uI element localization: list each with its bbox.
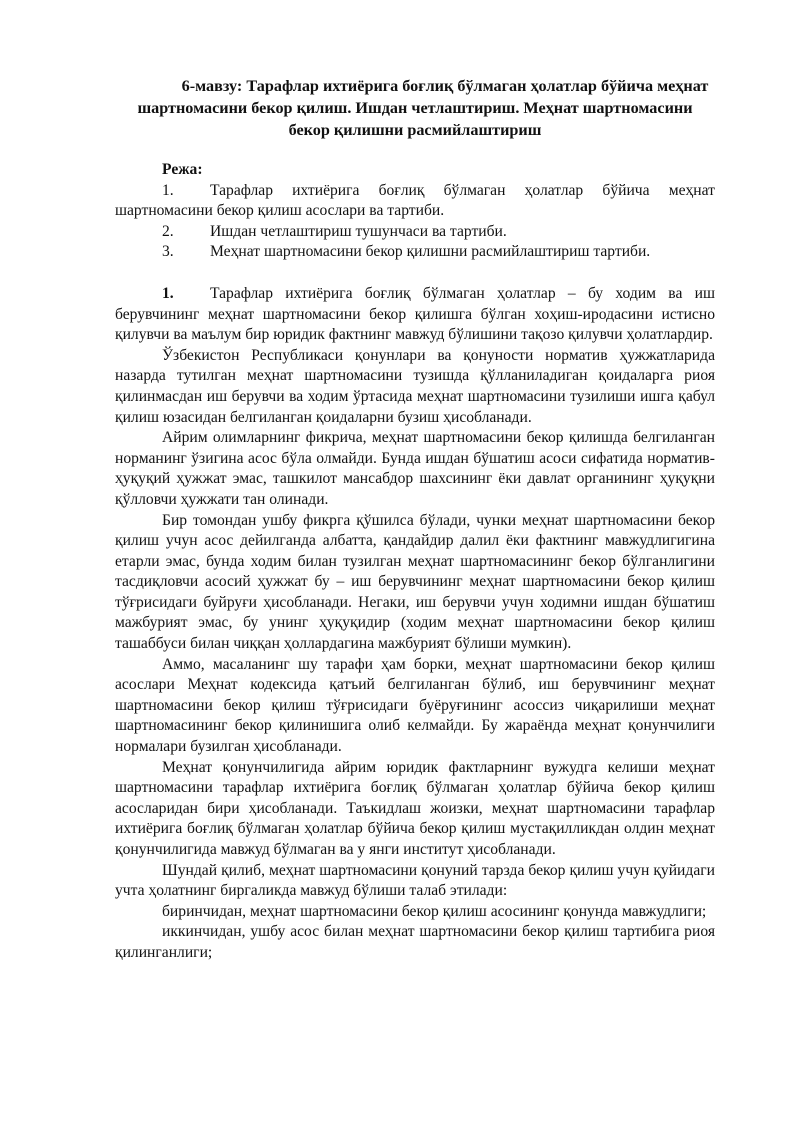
plan-item <box>115 181 715 222</box>
body-paragraph: Меҳнат қонунчилигида айрим юридик фактларнинг вужудга келиши меҳнат шартномасини тарафлар ихтиёрига боғлиқ бўлмаган ҳолатлар бўйича бекор қилиш асосларидан бири ҳисобланади. Таъкидлаш жоизки, меҳнат шартномасини тарафлар ихтиёрига боғлиқ бўлмаган ҳолатлар бўйича бекор қилиш мустақилликдан олдин меҳнат қонунчилигида мавжуд бўлмаган ва у янги институт ҳисобланади. <box>115 758 715 858</box>
body-paragraph: Аммо, масаланинг шу тарафи ҳам борки, меҳнат шартномасини бекор қилиш асослари Меҳнат кодексида қатъий белгиланган бўлиб, иш берувчининг меҳнат шартномасини бекор қилиш тўғрисидаги буёруғининг асоссиз чиқарилиши меҳнат шартномасининг бекор қилинишига олиб келмайди. Бу жараёнда меҳнат қонунчилиги нормалари бузилган ҳисобланади. <box>115 655 715 756</box>
body-paragraph: Айрим олимларнинг фикрича, меҳнат шартномасини бекор қилишда белгиланган норманинг ўзигина асос бўла олмайди. Бунда ишдан бўшатиш асоси сифатида норматив-ҳуқуқий ҳужжат эмас, ташкилот мансабдор шахсининг ёки давлат органининг ҳуқуқни қўлловчи ҳужжати тан олинади. <box>115 429 715 508</box>
plan-item-text: Меҳнат шартномасини бекор қилишни расмийлаштириш тартиби. <box>210 243 651 261</box>
title-line-3: бекор қилишни расмийлаштириш <box>288 121 542 139</box>
section-number: 1. <box>162 284 174 302</box>
body-paragraph: Шундай қилиб, меҳнат шартномасини қонуний тарзда бекор қилиш учун қуйидаги учта ҳолатнинг биргаликда мавжуд бўлиши талаб этилади: <box>115 861 715 900</box>
plan-item <box>115 242 715 263</box>
body-paragraph: Бир томондан ушбу фикрга қўшилса бўлади, чунки меҳнат шартномасини бекор қилиш учун асос дейилганда албатта, қандайдир далил ёки фактнинг мавжудлигигина етарли эмас, бунда ходим билан тузилган меҳнат шартномасининг бекор бўлганлигини тасдиқловчи асосий ҳужжат бу – иш берувчининг меҳнат шартномасини бекор қилиш тўғрисидаги буйруғи ҳисобланади. Негаки, иш берувчи учун ходимни ишдан бўшатиш мажбурият эмас, бу унинг ҳуқуқидир (ходим меҳнат шартномасини бекор қилиш ташаббуси билан чиққан ҳоллардагина мажбурият бўлиши мумкин). <box>115 511 715 653</box>
plan-item-text: Тарафлар ихтиёрига боғлиқ бўлмаган ҳолатлар бўйича меҳнат шартномасини бекор қилиш асослари ва тартиби. <box>115 181 715 220</box>
plan-list <box>115 181 715 263</box>
plan-item-text: Ишдан четлаштириш тушунчаси ва тартиби. <box>210 222 507 240</box>
plan-heading: Режа: <box>162 161 203 178</box>
document-title <box>115 75 715 141</box>
body-paragraph: Ўзбекистон Республикаси қонунлари ва қонуности норматив ҳужжатларида назарда тутилган меҳнат шартномасини тузишда қўлланиладиган қоидаларга риоя қилинмасдан иш берувчи ва ходим ўртасида меҳнат шартномасини тузилиши ишга қабул қилиш юзасидан белгиланган қоидаларни бузиш ҳисобланади. <box>115 346 715 426</box>
plan-item-number: 1. <box>162 181 174 199</box>
body-paragraph: биринчидан, меҳнат шартномасини бекор қилиш асосининг қонунда мавжудлиги; <box>162 902 707 920</box>
plan-item-number: 2. <box>162 222 174 240</box>
title-line-1: 6-мавзу: Тарафлар ихтиёрига боғлиқ бўлмаган ҳолатлар бўйича меҳнат <box>181 77 709 95</box>
plan-item-number: 3. <box>162 243 174 261</box>
body-paragraph <box>115 284 715 346</box>
paragraph-text: Тарафлар ихтиёрига боғлиқ бўлмаган ҳолатлар – бу ходим ва иш берувчининг меҳнат шартномасини бекор қилишга бўлган хоҳиш-иродасини истисно қилувчи ва маълум бир юридик фактнинг мавжуд бўлишини тақозо қилувчи ҳолатлардир. <box>115 284 715 344</box>
plan-item <box>115 222 715 243</box>
body-paragraph: иккинчидан, ушбу асос билан меҳнат шартномасини бекор қилиш тартибига риоя қилинганлиги; <box>115 923 715 961</box>
title-line-2: шартномасини бекор қилиш. Ишдан четлаштириш. Меҳнат шартномасини <box>137 99 693 117</box>
